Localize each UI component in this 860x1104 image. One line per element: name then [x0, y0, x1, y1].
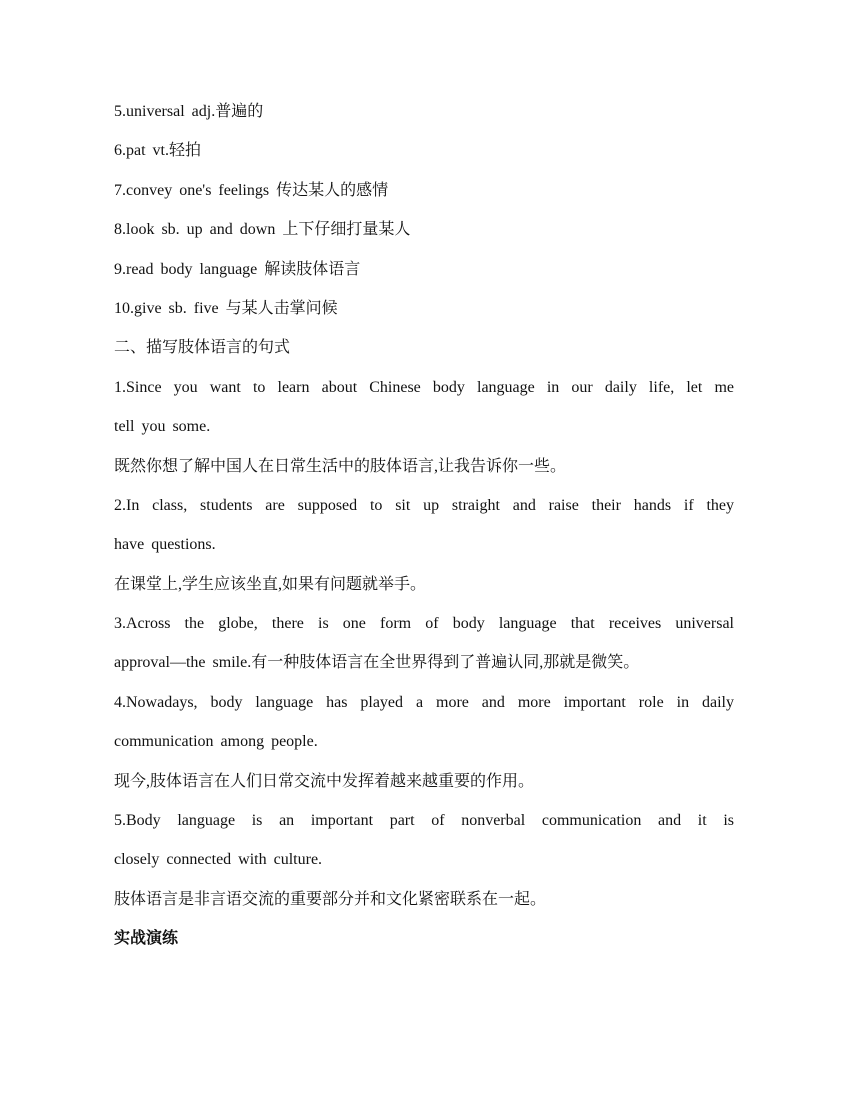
sentence-1-chinese: 既然你想了解中国人在日常生活中的肢体语言,让我告诉你一些。: [114, 457, 567, 475]
vocab-item: 6.pat vt.轻拍: [114, 142, 201, 160]
sentence-5-english: 5.Body language is an important part of nonverbal communication and it is: [114, 812, 734, 830]
vocab-item: 5.universal adj.普遍的: [114, 103, 264, 120]
section-title: 二、描写肢体语言的句式: [114, 339, 291, 357]
vocab-item: 7.convey one's feelings 传达某人的感情: [114, 181, 389, 199]
sentence-2-english: 2.In class, students are supposed to sit up straight and raise their hands if they: [114, 496, 734, 514]
sentence-1-english-cont: tell you some.: [114, 418, 211, 436]
practice-heading: 实战演练: [114, 930, 179, 948]
sentence-4-english-cont: communication among people.: [114, 733, 318, 751]
sentence-4-english: 4.Nowadays, body language has played a more and more important role in daily: [114, 693, 734, 711]
sentence-5-chinese: 肢体语言是非言语交流的重要部分并和文化紧密联系在一起。: [114, 890, 547, 908]
vocab-item: 9.read body language 解读肢体语言: [114, 260, 361, 278]
sentence-2-english-cont: have questions.: [114, 536, 216, 554]
sentence-2-chinese: 在课堂上,学生应该坐直,如果有问题就举手。: [114, 575, 427, 593]
vocab-item: 10.give sb. five 与某人击掌问候: [114, 299, 338, 317]
sentence-3-english-cont: approval—the smile.有一种肢体语言在全世界得到了普遍认同,那就是微笑。: [114, 654, 640, 672]
sentence-4-chinese: 现今,肢体语言在人们日常交流中发挥着越来越重要的作用。: [114, 772, 535, 790]
document-page: [114, 92, 734, 959]
sentence-1-english: 1.Since you want to learn about Chinese body language in our daily life, let me: [114, 378, 734, 396]
sentence-5-english-cont: closely connected with culture.: [114, 851, 323, 869]
vocab-item: 8.look sb. up and down 上下仔细打量某人: [114, 221, 411, 239]
sentence-3-english: 3.Across the globe, there is one form of body language that receives universal: [114, 615, 734, 633]
